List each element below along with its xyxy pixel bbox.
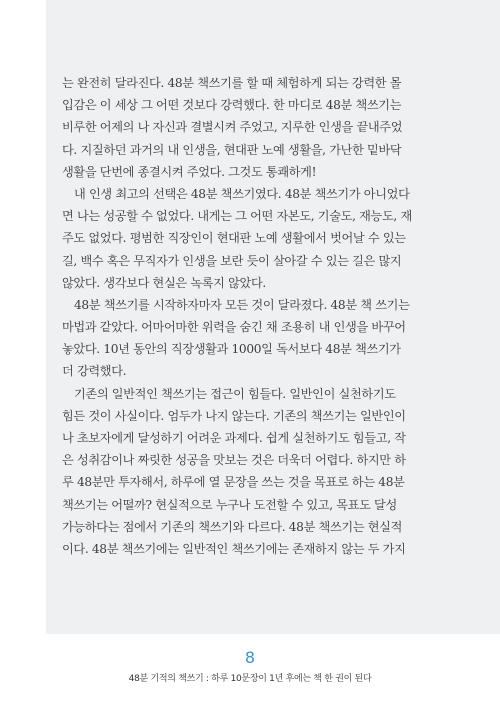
text-line: 입감은 이 세상 그 어떤 것보다 강력했다. 한 마디로 48분 책쓰기는 [62,98,402,113]
text-line: 길, 백수 혹은 무직자가 인생을 보란 듯이 살아갈 수 있는 길은 많지 [62,253,402,268]
text-line: 은 성취감이나 짜릿한 성공을 맛보는 것은 더욱더 어렵다. 하지만 하 [62,453,406,468]
text-line: 가능하다는 점에서 기존의 책쓰기와 다르다. 48분 책쓰기는 현실적 [62,519,403,534]
text-line: 더 강력했다. [62,364,127,379]
text-line: 기존의 일반적인 책쓰기는 접근이 힘들다. 일반인이 실천하기도 [74,386,396,401]
text-line: 면 나는 성공할 수 없었다. 내게는 그 어떤 자본도, 기술도, 재능도, 재 [62,209,412,224]
text-line: 내 인생 최고의 선택은 48분 책쓰기였다. 48분 책쓰기가 아니었다 [74,186,410,201]
text-line: 주도 없었다. 평범한 직장인이 현대판 노예 생활에서 벗어날 수 있는 [62,231,406,246]
text-line: 않았다. 생각보다 현실은 녹록지 않았다. [62,275,266,290]
book-title-footer: 48분 기적의 책쓰기 : 하루 10문장이 1년 후에는 책 한 권이 된다 [128,674,372,684]
text-line: 48분 책쓰기를 시작하자마자 모든 것이 달라졌다. 48분 책 쓰기는 [74,297,410,312]
text-line: 생활을 단번에 종결시켜 주었다. 그것도 통쾌하게! [62,164,317,179]
text-line: 는 완전히 달라진다. 48분 책쓰기를 할 때 체험하게 되는 강력한 몰 [62,76,402,90]
text-line: 이다. 48분 책쓰기에는 일반적인 책쓰기에는 존재하지 않는 두 가지 [62,541,406,556]
body-text [62,72,437,560]
text-line: 다. 지질하던 과거의 내 인생을, 현대판 노예 생활을, 가난한 밑바닥 [62,142,402,157]
text-line: 비루한 어제의 나 자신과 결별시켜 주었고, 지루한 인생을 끝내주었 [62,120,403,135]
text-line: 루 48분만 투자해서, 하루에 열 문장을 쓰는 것을 목표로 하는 48분 [62,475,405,490]
text-line: 마법과 같았다. 어마어마한 위력을 숨긴 채 조용히 내 인생을 바꾸어 [62,320,406,335]
text-line: 나 초보자에게 달성하기 어려운 과제다. 쉽게 실천하기도 힘들고, 작 [62,431,406,445]
text-line: 힘든 것이 사실이다. 엄두가 나지 않는다. 기존의 책쓰기는 일반인이 [62,408,406,423]
text-line: 놓았다. 10년 동안의 직장생활과 1000일 독서보다 48분 책쓰기가 [62,342,401,357]
page-number: 8 [244,648,256,667]
text-line: 책쓰기는 어떨까? 현실적으로 누구나 도전할 수 있고, 목표도 달성 [62,497,397,512]
